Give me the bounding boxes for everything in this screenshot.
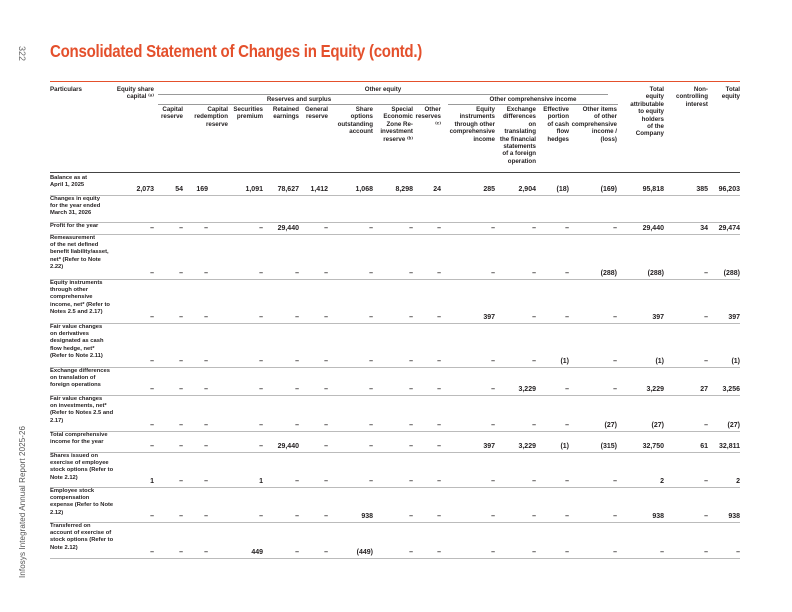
row-value: 1,068 xyxy=(355,186,373,193)
row-value: – xyxy=(295,386,299,393)
row-label: Shares issued on exercise of employee stock options (Refer to Note 2.12) xyxy=(50,453,114,481)
header-other-reserves: Other reserves ⁽ᶜ⁾ xyxy=(415,106,441,128)
row-value: – xyxy=(532,314,536,321)
row-value: 34 xyxy=(700,225,708,232)
row-value: – xyxy=(324,358,328,365)
row-value: – xyxy=(324,549,328,556)
row-value: 54 xyxy=(175,186,183,193)
table-row xyxy=(50,195,740,223)
row-label: Employee stock compensation expense (Refer to Note 2.12) xyxy=(50,488,114,516)
row-value: – xyxy=(150,358,154,365)
header-non-controlling: Non- controlling interest xyxy=(676,86,708,108)
header-other-equity: Other equity xyxy=(364,86,402,93)
row-value: – xyxy=(324,443,328,450)
row-value: – xyxy=(704,314,708,321)
row-value: – xyxy=(409,358,413,365)
row-label: Fair value changes on investments, net* (Refer to Notes 2.5 and 2.17) xyxy=(50,396,114,424)
row-value: – xyxy=(179,513,183,520)
row-value: – xyxy=(369,443,373,450)
row-value: – xyxy=(204,270,208,277)
row-value: – xyxy=(437,549,441,556)
row-value: – xyxy=(150,270,154,277)
header-sez-reserve: Special Economic Zone Re- investment reserve ⁽ᵇ⁾ xyxy=(380,106,413,143)
header-total-equity: Total equity xyxy=(721,86,740,101)
table-row xyxy=(50,234,740,280)
row-value: 3,229 xyxy=(518,386,536,393)
row-value: – xyxy=(409,386,413,393)
row-value: 3,229 xyxy=(646,386,664,393)
table-row xyxy=(50,522,740,559)
row-value: 32,811 xyxy=(718,443,740,450)
row-value: 2,073 xyxy=(136,186,154,193)
table-row xyxy=(50,279,740,324)
row-value: – xyxy=(491,422,495,429)
table-row xyxy=(50,323,740,368)
row-value: 1,412 xyxy=(310,186,328,193)
row-value: – xyxy=(409,422,413,429)
row-label: Remeasurement of the net defined benefit liability/asset, net* (Refer to Note 2.22) xyxy=(50,235,109,270)
row-value: – xyxy=(179,270,183,277)
row-value: – xyxy=(532,358,536,365)
row-value: – xyxy=(437,478,441,485)
row-label: Fair value changes on derivatives designated as cash flow hedge, net* (Refer to Note 2.11) xyxy=(50,324,104,359)
title-rule xyxy=(50,81,740,82)
row-value: 3,229 xyxy=(518,443,536,450)
row-value: 32,750 xyxy=(642,443,664,450)
row-value: – xyxy=(179,443,183,450)
row-label: Transferred on account of exercise of stock options (Refer to Note 2.12) xyxy=(50,523,114,551)
row-value: – xyxy=(369,358,373,365)
row-value: – xyxy=(532,422,536,429)
row-value: – xyxy=(324,270,328,277)
row-value: – xyxy=(179,478,183,485)
row-value: – xyxy=(409,549,413,556)
table-row xyxy=(50,487,740,523)
row-value: – xyxy=(613,314,617,321)
row-value: – xyxy=(204,386,208,393)
row-value: – xyxy=(259,225,263,232)
row-value: (288) xyxy=(600,270,617,277)
header-retained-earnings: Retained earnings xyxy=(272,106,299,121)
row-value: – xyxy=(491,549,495,556)
row-value: – xyxy=(491,225,495,232)
row-value: – xyxy=(150,225,154,232)
row-value: – xyxy=(324,314,328,321)
row-value: – xyxy=(179,314,183,321)
row-value: 385 xyxy=(696,186,708,193)
row-value: – xyxy=(704,513,708,520)
row-value: – xyxy=(369,386,373,393)
row-value: 2 xyxy=(660,478,664,485)
header-particulars: Particulars xyxy=(50,86,82,93)
row-value: – xyxy=(369,225,373,232)
header-share-options: Share options outstanding account xyxy=(337,106,373,136)
row-value: 95,818 xyxy=(642,186,664,193)
row-value: – xyxy=(437,386,441,393)
row-label: Equity instruments through other comprehensive income, net* (Refer to Notes 2.5 and 2.17) xyxy=(50,280,110,315)
row-value: – xyxy=(491,270,495,277)
table-row xyxy=(50,367,740,396)
row-value: – xyxy=(532,478,536,485)
header-equity-share-capital: Equity share capital ⁽ᵃ⁾ xyxy=(116,86,154,101)
row-label: Balance as at April 1, 2025 xyxy=(50,175,88,189)
row-value: – xyxy=(491,386,495,393)
row-value: – xyxy=(295,314,299,321)
row-value: 938 xyxy=(361,513,373,520)
row-value: – xyxy=(565,422,569,429)
row-value: – xyxy=(532,270,536,277)
row-value: – xyxy=(204,422,208,429)
row-value: – xyxy=(613,549,617,556)
row-value: 2 xyxy=(736,478,740,485)
row-value: – xyxy=(437,270,441,277)
row-value: 96,203 xyxy=(718,186,740,193)
row-value: – xyxy=(259,513,263,520)
row-value: 29,440 xyxy=(642,225,664,232)
header-rule-oci xyxy=(448,104,618,105)
row-label: Total comprehensive income for the year xyxy=(50,432,108,446)
row-value: 2,904 xyxy=(518,186,536,193)
row-value: (288) xyxy=(647,270,664,277)
row-value: (1) xyxy=(655,358,664,365)
row-value: – xyxy=(150,443,154,450)
row-value: – xyxy=(565,314,569,321)
row-value: – xyxy=(565,270,569,277)
header-other-items-oci: Other items of other comprehensive income / (loss) xyxy=(571,106,617,143)
row-value: – xyxy=(437,513,441,520)
header-cash-flow-hedges: Effective portion of cash flow hedges xyxy=(543,106,569,143)
row-value: – xyxy=(532,225,536,232)
table-row xyxy=(50,174,740,196)
row-value: – xyxy=(532,513,536,520)
row-value: 285 xyxy=(483,186,495,193)
row-value: 29,440 xyxy=(277,443,299,450)
header-exchange-differences: Exchange differences on translating the financial statements of a foreign operation xyxy=(499,106,536,165)
page-title: Consolidated Statement of Changes in Equity (contd.) xyxy=(50,41,423,61)
row-label: Exchange differences on translation of foreign operations xyxy=(50,368,110,389)
row-value: – xyxy=(409,314,413,321)
row-value: – xyxy=(204,314,208,321)
header-bottom-rule xyxy=(50,172,740,173)
row-value: (449) xyxy=(356,549,373,556)
row-value: – xyxy=(204,443,208,450)
header-reserves-surplus: Reserves and surplus xyxy=(266,96,332,103)
row-label: Changes in equity for the year ended March 31, 2026 xyxy=(50,196,101,217)
row-value: – xyxy=(324,478,328,485)
row-value: – xyxy=(179,386,183,393)
row-value: – xyxy=(150,422,154,429)
row-value: 397 xyxy=(652,314,664,321)
row-value: 938 xyxy=(728,513,740,520)
header-rule-other-equity xyxy=(158,94,608,95)
row-label: Profit for the year xyxy=(50,223,99,229)
row-value: – xyxy=(324,513,328,520)
header-capital-reserve: Capital reserve xyxy=(160,106,183,121)
header-equity-instruments-oci: Equity instruments through other comprehensive income xyxy=(449,106,495,143)
row-value: – xyxy=(204,478,208,485)
row-value: – xyxy=(369,314,373,321)
row-value: – xyxy=(369,422,373,429)
row-value: (1) xyxy=(560,443,569,450)
row-value: 397 xyxy=(728,314,740,321)
row-value: (27) xyxy=(727,422,740,429)
row-value: – xyxy=(204,513,208,520)
row-value: – xyxy=(565,478,569,485)
row-value: – xyxy=(704,478,708,485)
row-value: (288) xyxy=(723,270,740,277)
row-value: – xyxy=(179,422,183,429)
row-value: – xyxy=(295,422,299,429)
row-value: – xyxy=(565,386,569,393)
table-row xyxy=(50,395,740,432)
page-number: 322 xyxy=(17,46,27,62)
header-rule-reserves xyxy=(158,104,440,105)
row-value: – xyxy=(532,549,536,556)
row-value: – xyxy=(613,225,617,232)
row-value: – xyxy=(295,270,299,277)
row-value: 169 xyxy=(196,186,208,193)
header-oci: Other comprehensive income xyxy=(489,96,577,103)
row-value: – xyxy=(150,314,154,321)
row-value: (27) xyxy=(604,422,617,429)
row-value: – xyxy=(295,549,299,556)
row-value: – xyxy=(295,513,299,520)
row-value: – xyxy=(491,513,495,520)
row-value: (18) xyxy=(556,186,569,193)
row-value: 27 xyxy=(700,386,708,393)
row-value: 938 xyxy=(652,513,664,520)
row-value: – xyxy=(150,549,154,556)
row-value: – xyxy=(613,358,617,365)
row-value: – xyxy=(409,478,413,485)
row-value: 1,091 xyxy=(245,186,263,193)
row-value: – xyxy=(613,478,617,485)
row-value: – xyxy=(409,225,413,232)
row-value: – xyxy=(409,443,413,450)
row-value: – xyxy=(259,270,263,277)
row-value: – xyxy=(150,513,154,520)
row-value: – xyxy=(259,386,263,393)
row-value: – xyxy=(437,358,441,365)
row-value: 1 xyxy=(259,478,263,485)
row-value: – xyxy=(437,314,441,321)
table-row xyxy=(50,452,740,488)
row-value: (315) xyxy=(600,443,617,450)
row-value: – xyxy=(736,549,740,556)
row-value: 29,440 xyxy=(277,225,299,232)
row-value: – xyxy=(369,478,373,485)
row-value: – xyxy=(295,478,299,485)
row-value: – xyxy=(179,358,183,365)
row-value: – xyxy=(565,513,569,520)
row-value: 1 xyxy=(150,478,154,485)
row-value: – xyxy=(369,270,373,277)
row-value: – xyxy=(204,358,208,365)
row-value: – xyxy=(704,549,708,556)
row-value: – xyxy=(613,513,617,520)
row-value: – xyxy=(259,314,263,321)
row-value: 397 xyxy=(483,443,495,450)
row-value: – xyxy=(259,422,263,429)
row-value: 29,474 xyxy=(718,225,740,232)
table-row xyxy=(50,431,740,453)
header-general-reserve: General reserve xyxy=(304,106,328,121)
row-value: – xyxy=(324,386,328,393)
row-value: – xyxy=(259,443,263,450)
row-value: 3,256 xyxy=(722,386,740,393)
row-value: – xyxy=(179,225,183,232)
header-total-attributable: Total equity attributable to equity holders of the Company xyxy=(630,86,664,138)
row-value: – xyxy=(660,549,664,556)
row-value: 24 xyxy=(433,186,441,193)
row-value: – xyxy=(704,358,708,365)
header-capital-redemption-reserve: Capital redemption reserve xyxy=(194,106,228,128)
row-value: – xyxy=(150,386,154,393)
row-value: – xyxy=(259,358,263,365)
row-value: – xyxy=(295,358,299,365)
row-value: – xyxy=(204,225,208,232)
row-value: – xyxy=(491,358,495,365)
row-value: – xyxy=(491,478,495,485)
row-value: 8,298 xyxy=(395,186,413,193)
row-value: 397 xyxy=(483,314,495,321)
report-side-label: Infosys Integrated Annual Report 2025-26 xyxy=(18,425,27,578)
row-value: – xyxy=(565,225,569,232)
row-value: – xyxy=(179,549,183,556)
row-value: – xyxy=(437,225,441,232)
row-value: – xyxy=(324,225,328,232)
row-value: – xyxy=(437,422,441,429)
row-value: – xyxy=(204,549,208,556)
row-value: (1) xyxy=(731,358,740,365)
row-value: 61 xyxy=(700,443,708,450)
row-value: – xyxy=(704,422,708,429)
header-securities-premium: Securities premium xyxy=(233,106,263,121)
row-value: – xyxy=(437,443,441,450)
row-value: – xyxy=(613,386,617,393)
row-value: (169) xyxy=(600,186,617,193)
row-value: (1) xyxy=(560,358,569,365)
row-value: – xyxy=(409,513,413,520)
row-value: 78,627 xyxy=(277,186,299,193)
row-value: – xyxy=(704,270,708,277)
row-value: – xyxy=(324,422,328,429)
row-value: 449 xyxy=(251,549,263,556)
row-value: (27) xyxy=(651,422,664,429)
row-value: – xyxy=(565,549,569,556)
row-value: – xyxy=(409,270,413,277)
